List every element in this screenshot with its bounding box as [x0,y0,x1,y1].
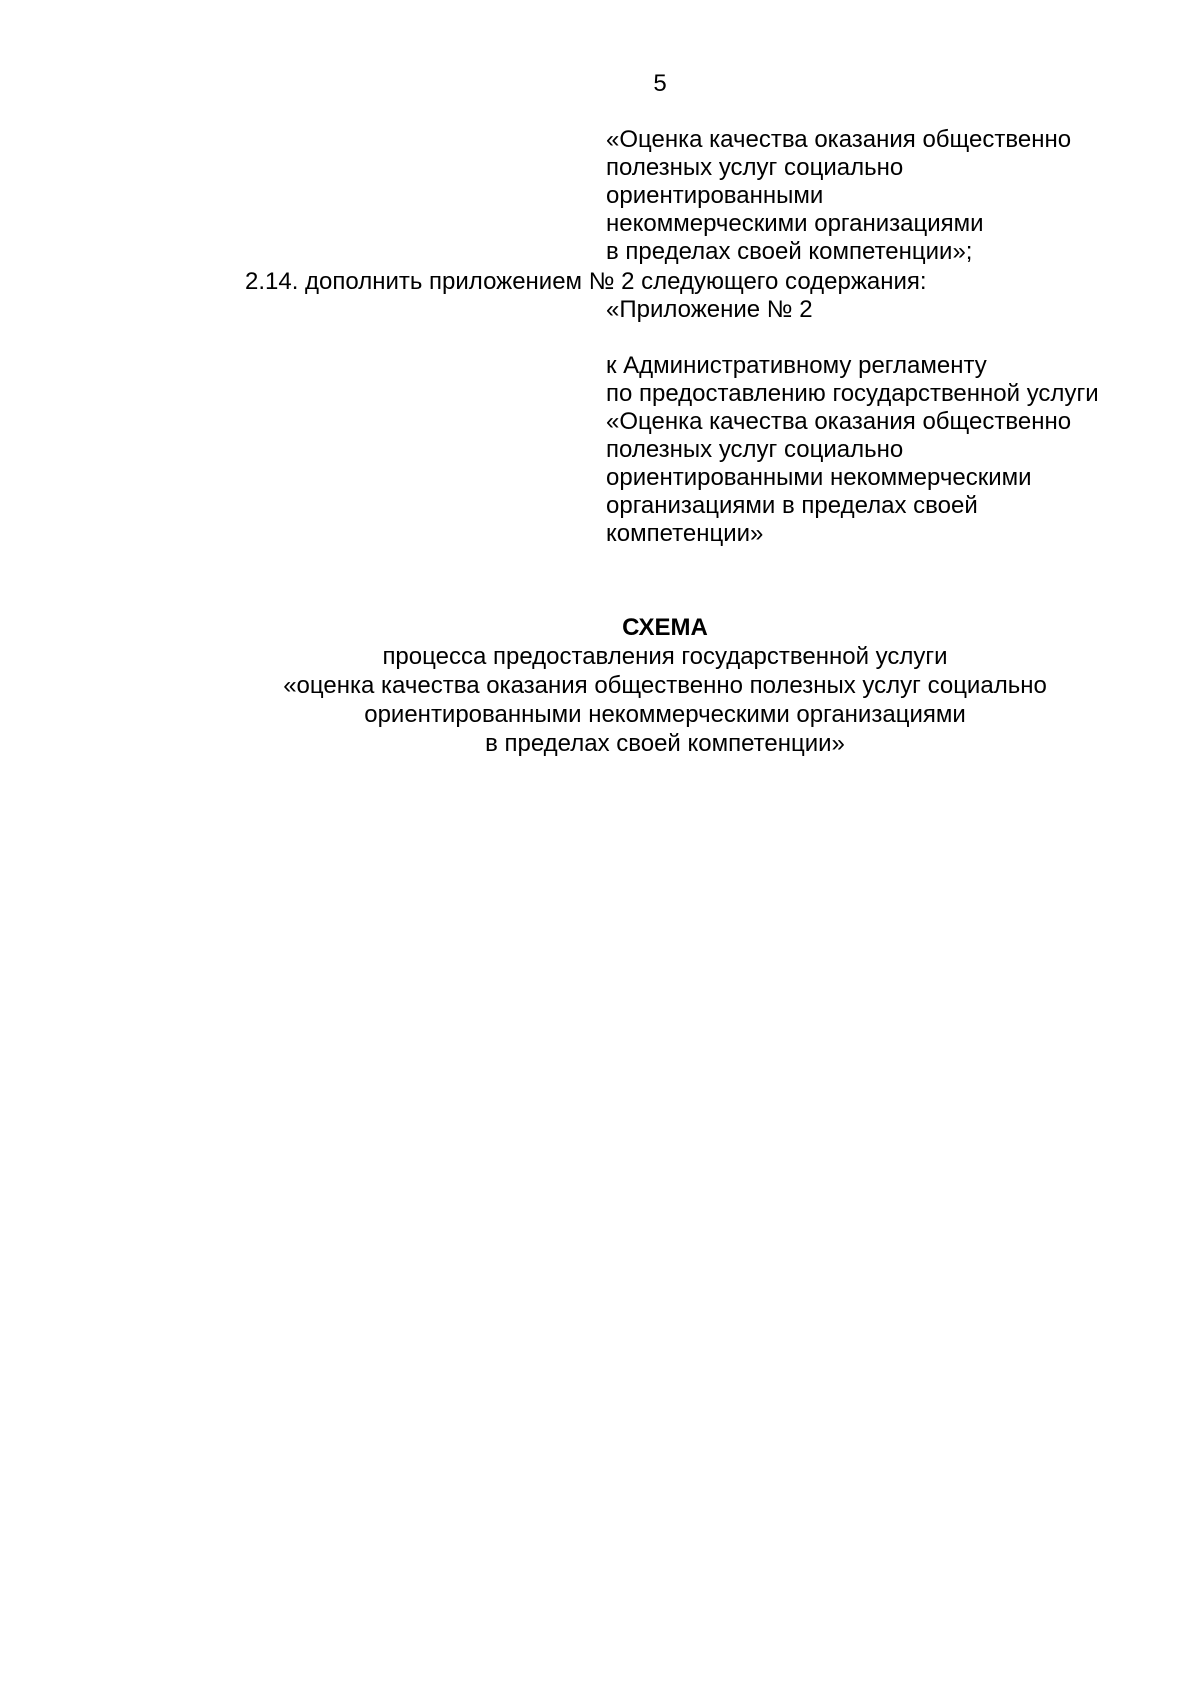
scheme-title: СХЕМА [622,614,708,641]
text-line: «Оценка качества оказания общественно [606,408,1072,435]
text-line: «Оценка качества оказания общественно [606,126,1072,153]
text-line: компетенции» [606,520,764,547]
text-line: ориентированными [606,182,824,209]
text-line: к Административному регламенту [606,352,987,379]
amendment-paragraph: 2.14. дополнить приложением № 2 следующего содержания: [245,268,927,295]
text-line: организациями в пределах своей [606,492,978,519]
text-line: полезных услуг социально [606,154,904,181]
scheme-subtitle [0,642,1200,758]
text-line: ориентированными некоммерческими [606,464,1032,491]
quoted-service-name-block [606,126,1071,266]
text-line: полезных услуг социально [606,436,904,463]
subtitle-line: процесса предоставления государственной услуги [382,643,948,670]
text-line: по предоставлению государственной услуги [606,380,1099,407]
text-line: некоммерческими организациями [606,210,984,237]
appendix-header-block [606,296,1099,548]
page-number: 5 [653,70,667,97]
subtitle-line: в пределах своей компетенции» [485,730,845,757]
subtitle-line: ориентированными некоммерческими организациями [364,701,966,728]
blank-line [606,324,1099,352]
subtitle-line: «оценка качества оказания общественно полезных услуг социально [283,672,1047,699]
text-line: в пределах своей компетенции»; [606,238,973,265]
appendix-title: «Приложение № 2 [606,296,813,323]
